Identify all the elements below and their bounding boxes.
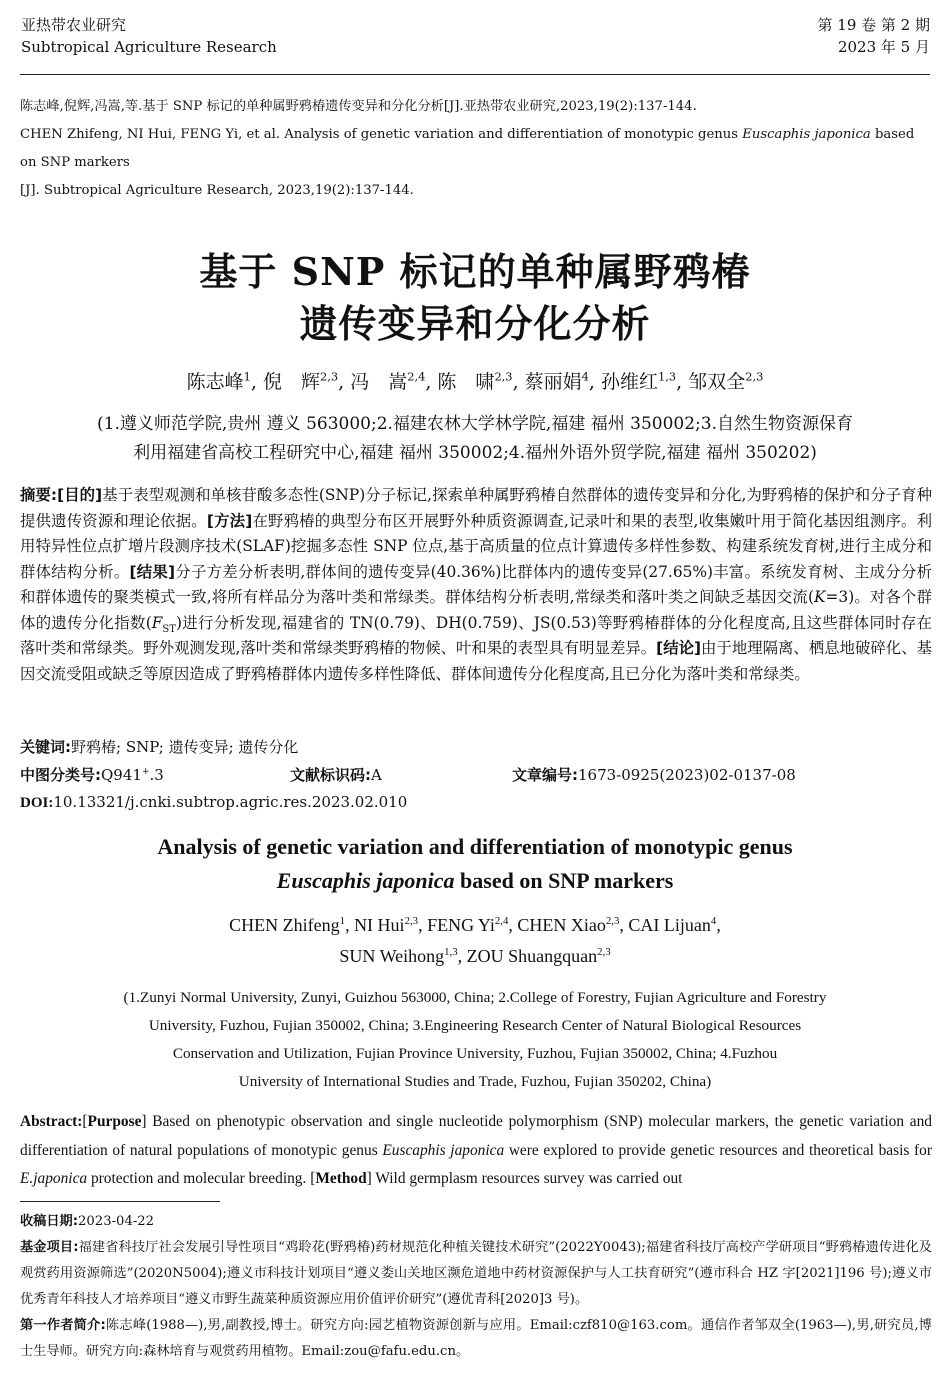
- fund-info: [20, 1235, 932, 1313]
- tag-method: [方法]: [206, 511, 253, 530]
- doi-label: DOI:: [20, 795, 54, 811]
- abstract-cn-result-b: )。对各个群体的遗传分化指数(: [20, 588, 932, 632]
- citation-en-text-a: CHEN Zhifeng, NI Hui, FENG Yi, et al. Analysis of genetic variation and differentiation of monotypic genus: [20, 127, 743, 142]
- author-cn-affil-sup: 2,3: [319, 369, 339, 384]
- volume-issue: 第 19 卷 第 2 期: [817, 16, 930, 34]
- affiliation-en-line3: Conservation and Utilization, Fujian Province University, Fuzhou, Fujian 350002, China; 4.Fuzhou: [172, 1045, 778, 1062]
- clc-sup: +: [141, 767, 150, 777]
- author-en-affil-sup: 4: [710, 915, 717, 927]
- author-en-name: SUN Weihong: [339, 946, 445, 966]
- author-en-name: CAI Lijuan: [628, 915, 711, 935]
- tag-conclusion: [结论]: [656, 639, 702, 657]
- bracket-close-2: ]: [366, 1170, 372, 1187]
- document-code-label: 文献标识码:: [290, 766, 371, 784]
- affiliation-en-line4: University of International Studies and Trade, Fuzhou, Fujian 350202, China): [238, 1073, 712, 1090]
- author-en-affil-sup: 1,3: [444, 946, 458, 958]
- author-en-affil-sup: 2,3: [597, 946, 611, 958]
- author-en-separator: ,: [457, 946, 467, 966]
- author-en-name: NI Hui: [354, 915, 405, 935]
- author-en-name: CHEN Zhifeng: [229, 915, 340, 935]
- abstract-cn-conclusion: 由于地理隔离、栖息地破碎化、基因交流受阻或缺乏等原因造成了野鸦椿群体内遗传多样性降低、群体间遗传分化程度高,且已分化为落叶类和常绿类。: [20, 639, 932, 683]
- author-en-name: FENG Yi: [427, 915, 495, 935]
- fund-value: 福建省科技厅社会发展引导性项目“鸡聆花(野鸦椿)药材规范化种植关键技术研究”(2022Y0043);福建省科技厅高校产学研项目“野鸦椿遗传进化及观赏药用资源筛选”(2020N5004);遵义市科技计划项目“遵义娄山关地区濒危道地中药材资源保护与人工扶育研究”(遵市科合 HZ 字[2021]196 号);遵义市优秀青年科技人才培养项目“遵义市野生蔬菜种质资源应用价值评价研究”(遵优青科[2020]3 号)。: [20, 1240, 932, 1307]
- citation-block: [20, 93, 932, 205]
- author-bio-label: 第一作者简介:: [20, 1318, 106, 1333]
- author-cn-name: 冯 嵩: [350, 371, 408, 393]
- k-variable: K: [814, 588, 826, 606]
- title-en-species: Euscaphis japonica: [276, 868, 455, 893]
- journal-header-left: [21, 14, 277, 58]
- authors-en: [0, 910, 950, 972]
- doi-line: [20, 790, 932, 815]
- author-cn-affil-sup: 2,3: [745, 369, 764, 384]
- abstract-en: [20, 1108, 932, 1194]
- tag-method-en: Method: [315, 1170, 367, 1187]
- citation-en-text-b: based on SNP markers: [20, 127, 915, 170]
- author-cn-affil-sup: 1: [243, 369, 251, 384]
- abstract-en-species-1: Euscaphis japonica: [382, 1141, 505, 1159]
- tag-result: [结果]: [129, 562, 176, 581]
- received-value: 2023-04-22: [78, 1214, 155, 1229]
- fst-variable: F: [151, 613, 163, 632]
- author-cn-affil-sup: 4: [581, 369, 589, 384]
- author-cn-affil-sup: 2,4: [407, 369, 426, 384]
- affiliations-en: [30, 984, 920, 1096]
- abstract-en-text-1: Based on phenotypic observation and single nucleotide polymorphism (SNP) molecular markers, the genetic variation and differentiation of natural populations of monotypic genus: [20, 1113, 932, 1159]
- author-bio: [20, 1313, 932, 1365]
- author-cn-name: 陈 啸: [437, 371, 495, 393]
- received-label: 收稿日期:: [20, 1214, 79, 1229]
- author-cn-name: 陈志峰: [186, 371, 244, 393]
- bracket-open: [: [82, 1113, 88, 1130]
- author-cn-separator: ,: [512, 371, 525, 393]
- clc-number: [20, 763, 164, 787]
- bracket-close: ]: [141, 1113, 147, 1130]
- fund-label: 基金项目:: [20, 1240, 79, 1255]
- header-divider: [20, 74, 930, 75]
- issue-date: 2023 年 5 月: [837, 38, 930, 56]
- abstract-cn: [20, 483, 932, 687]
- footnote-divider: [20, 1201, 220, 1202]
- author-en-name: CHEN Xiao: [517, 915, 606, 935]
- author-cn-name: 蔡丽娟: [524, 371, 582, 393]
- author-en-affil-sup: 2,3: [605, 915, 620, 927]
- abstract-en-species-2: E.japonica: [20, 1170, 88, 1187]
- title-en: [0, 830, 950, 898]
- author-cn-separator: ,: [676, 371, 689, 393]
- citation-cn: 陈志峰,倪辉,冯嵩,等.基于 SNP 标记的单种属野鸦椿遗传变异和分化分析[J].亚热带农业研究,2023,19(2):137-144.: [20, 99, 697, 114]
- fst-subscript: ST: [162, 623, 176, 635]
- author-cn-affil-sup: 2,3: [494, 369, 513, 384]
- author-cn-name: 倪 辉: [262, 371, 320, 393]
- author-cn-affil-sup: 1,3: [658, 369, 677, 384]
- doi-value: 10.13321/j.cnki.subtrop.agric.res.2023.02.010: [53, 793, 408, 811]
- authors-cn: [0, 368, 950, 396]
- journal-name-en: Subtropical Agriculture Research: [21, 38, 277, 56]
- author-en-affil-sup: 2,3: [404, 915, 419, 927]
- affiliation-en-line1: (1.Zunyi Normal University, Zunyi, Guizhou 563000, China; 2.College of Forestry, Fujian Agriculture and Forestry: [123, 989, 827, 1006]
- received-date: [20, 1209, 932, 1235]
- affiliation-cn-line2: 利用福建省高校工程研究中心,福建 福州 350002;4.福州外语外贸学院,福建 福州 350202): [133, 443, 817, 463]
- bracket-open-2: [: [310, 1170, 316, 1187]
- footnotes: [20, 1209, 932, 1365]
- author-cn-separator: ,: [588, 371, 602, 393]
- author-en-separator: ,: [418, 915, 428, 935]
- affiliation-en-line2: University, Fuzhou, Fujian 350002, China; 3.Engineering Research Center of Natural Biological Resources: [148, 1017, 802, 1034]
- author-en-name: ZOU Shuangquan: [466, 946, 598, 966]
- tag-purpose: [目的]: [57, 486, 103, 504]
- citation-en-continued: [J]. Subtropical Agriculture Research, 2023,19(2):137-144.: [20, 183, 414, 198]
- title-en-line1: Analysis of genetic variation and differentiation of monotypic genus: [157, 834, 793, 859]
- article-number-value: 1673-0925(2023)02-0137-08: [578, 766, 796, 784]
- authors-en-line2: [0, 941, 950, 972]
- keywords-items: 野鸦椿; SNP; 遗传变异; 遗传分化: [71, 738, 299, 756]
- title-cn: [0, 246, 950, 350]
- authors-en-line1: [0, 910, 950, 941]
- author-en-separator: ,: [508, 915, 518, 935]
- author-en-separator: ,: [716, 915, 721, 935]
- abstract-en-text-3: protection and molecular breeding.: [87, 1170, 311, 1187]
- author-en-separator: ,: [345, 915, 355, 935]
- tag-purpose-en: Purpose: [87, 1113, 142, 1130]
- title-en-line2: [0, 864, 950, 898]
- author-en-separator: ,: [619, 915, 629, 935]
- k-value: =3: [825, 588, 849, 606]
- document-code: [290, 763, 382, 787]
- citation-en-species: Euscaphis japonica: [742, 127, 871, 142]
- author-bio-value: 陈志峰(1988—),男,副教授,博士。研究方向:园艺植物资源创新与应用。Email:czf810@163.com。通信作者邹双全(1963—),男,研究员,博士生导师。研究方向:森林培育与观赏药用植物。Email:zou@fafu.edu.cn。: [20, 1318, 932, 1359]
- article-number-label: 文章编号:: [512, 766, 578, 784]
- title-cn-line2: 遗传变异和分化分析: [299, 301, 651, 346]
- affiliation-cn-line1: (1.遵义师范学院,贵州 遵义 563000;2.福建农林大学林学院,福建 福州 350002;3.自然生物资源保育: [97, 414, 853, 434]
- abstract-en-text-4: Wild germplasm resources survey was carried out: [371, 1170, 683, 1187]
- author-cn-separator: ,: [338, 371, 351, 393]
- journal-name-cn: 亚热带农业研究: [21, 16, 127, 34]
- journal-header-right: [818, 14, 930, 58]
- author-en-affil-sup: 2,4: [494, 915, 509, 927]
- title-en-line2-tail: based on SNP markers: [454, 868, 674, 893]
- clc-label: 中图分类号:: [20, 766, 101, 784]
- affiliations-cn: [20, 410, 930, 468]
- abstract-cn-method: 在野鸦椿的典型分布区开展野外种质资源调查,记录叶和果的表型,收集嫩叶用于简化基因组测序。利用特异性位点扩增片段测序技术(SLAF)挖掘多态性 SNP 位点,基于高质量的位点计算遗传多样性参数、构建系统发育树,进行主成分和群体结构分析。: [20, 511, 932, 581]
- abstract-en-label: Abstract:: [20, 1113, 83, 1130]
- author-cn-separator: ,: [250, 371, 263, 393]
- citation-en: [20, 121, 932, 177]
- abstract-cn-purpose: 基于表型观测和单核苷酸多态性(SNP)分子标记,探索单种属野鸦椿自然群体的遗传变异和分化,为野鸦椿的保护和分子育种提供遗传资源和理论依据。: [20, 486, 932, 530]
- title-cn-line1: 基于 SNP 标记的单种属野鸦椿: [199, 249, 751, 294]
- abstract-en-text-2: were explored to provide genetic resources and theoretical basis for: [504, 1141, 932, 1159]
- clc-tail: .3: [149, 766, 164, 784]
- abstract-cn-label: 摘要:: [20, 486, 58, 504]
- keywords-label: 关键词:: [20, 738, 71, 756]
- author-cn-name: 孙维红: [601, 371, 659, 393]
- abstract-cn-result-a: 分子方差分析表明,群体间的遗传变异(40.36%)比群体内的遗传变异(27.65%)丰富。系统发育树、主成分分析和群体遗传的聚类模式一致,将所有样品分为落叶类和常绿类。群体结构分析表明,常绿类和落叶类之间缺乏基因交流(: [20, 562, 932, 606]
- author-cn-name: 邹双全: [688, 371, 746, 393]
- author-en-affil-sup: 1: [339, 915, 346, 927]
- classification-line: [20, 763, 932, 787]
- abstract-cn-result-c: )进行分析发现,福建省的 TN(0.79)、DH(0.759)、JS(0.53)等野鸦椿群体的分化程度高,且这些群体同时存在落叶类和常绿类。野外观测发现,落叶类和常绿类野鸦椿的物候、叶和果的表型具有明显差异。: [20, 613, 932, 657]
- author-cn-separator: ,: [425, 371, 438, 393]
- keywords-cn: [20, 735, 932, 759]
- document-code-value: A: [371, 766, 382, 784]
- clc-base: Q941: [101, 766, 142, 784]
- article-number: [512, 763, 796, 787]
